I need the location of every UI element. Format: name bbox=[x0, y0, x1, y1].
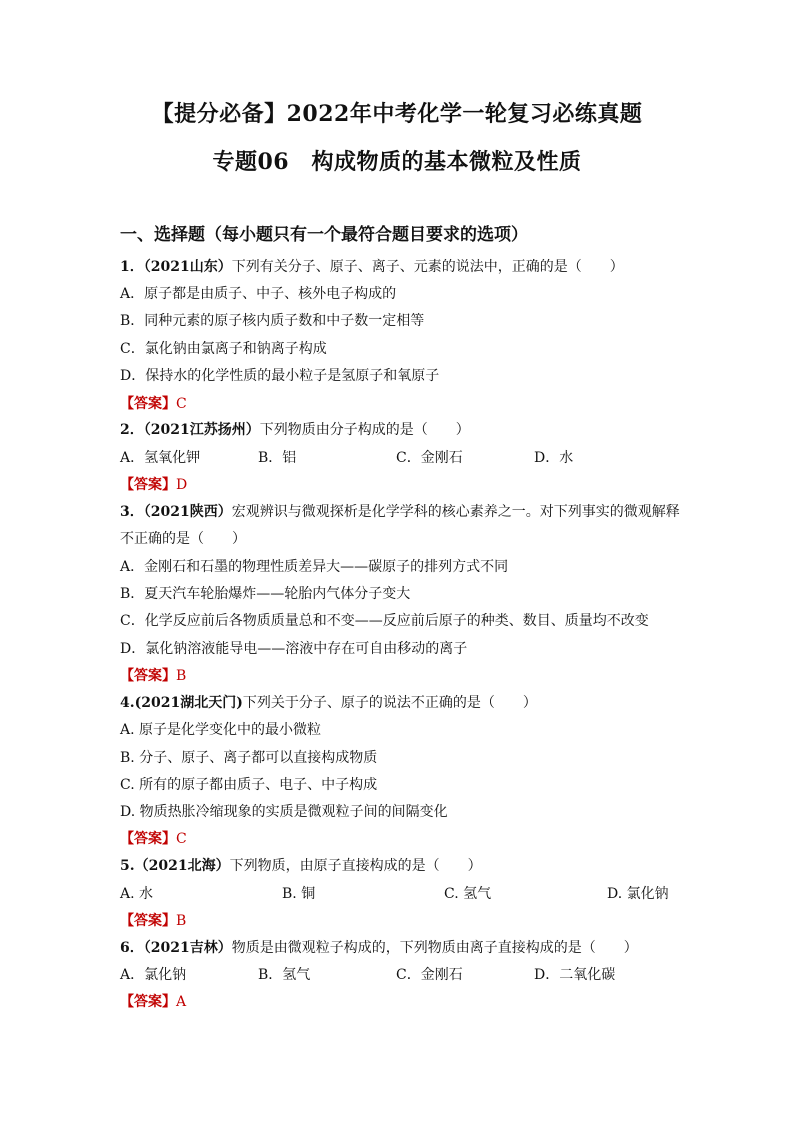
question-5-answer bbox=[120, 912, 186, 930]
answer-value: B bbox=[176, 668, 187, 684]
question-4-answer bbox=[120, 830, 187, 848]
question-4-option-b: B. 分子、原子、离子都可以直接构成物质 bbox=[120, 750, 378, 766]
question-3-answer bbox=[120, 667, 186, 685]
question-3-option-b: B．夏天汽车轮胎爆炸——轮胎内气体分子变大 bbox=[120, 586, 411, 602]
question-5-option-a: A. 水 bbox=[120, 886, 154, 902]
question-4-text: 下列关于分子、原子的说法不正确的是（ ） bbox=[242, 695, 537, 711]
answer-value: C bbox=[176, 831, 187, 847]
question-3-text: 宏观辨识与微观探析是化学学科的核心素养之一。对下列事实的微观解释 bbox=[231, 504, 680, 520]
answer-value: A bbox=[176, 994, 187, 1010]
question-1-option-b: B．同种元素的原子核内质子数和中子数一定相等 bbox=[120, 313, 425, 329]
question-4-source: (2021湖北天门) bbox=[134, 695, 243, 711]
question-3-option-a: A．金刚石和石墨的物理性质差异大——碳原子的排列方式不同 bbox=[120, 559, 509, 575]
question-4-option-a: A. 原子是化学变化中的最小微粒 bbox=[120, 722, 322, 738]
question-4-option-c: C. 所有的原子都由质子、电子、中子构成 bbox=[120, 777, 378, 793]
question-3-source: （2021陕西） bbox=[143, 504, 232, 520]
answer-value: B bbox=[176, 913, 187, 929]
question-2-option-b: B．铝 bbox=[258, 450, 297, 466]
question-5-text: 下列物质，由原子直接构成的是（ ） bbox=[229, 858, 482, 874]
question-6-number: 6． bbox=[120, 940, 144, 956]
document-title: 【提分必备】2022年中考化学一轮复习必练真题 bbox=[151, 101, 643, 127]
question-6-option-d: D．二氧化碳 bbox=[534, 967, 616, 983]
question-5-option-d: D. 氯化钠 bbox=[607, 886, 669, 902]
question-5-stem bbox=[120, 857, 482, 875]
question-1-text: 下列有关分子、原子、离子、元素的说法中，正确的是（ ） bbox=[231, 259, 624, 275]
question-1-number: 1． bbox=[120, 259, 144, 275]
question-6-source: （2021吉林） bbox=[143, 940, 232, 956]
question-2-text: 下列物质由分子构成的是（ ） bbox=[259, 422, 470, 438]
question-4-option-d: D. 物质热胀冷缩现象的实质是微观粒子间的间隔变化 bbox=[120, 804, 448, 820]
question-1-option-c: C．氯化钠由氯离子和钠离子构成 bbox=[120, 341, 327, 357]
question-2-option-a: A．氢氧化钾 bbox=[120, 450, 201, 466]
question-5-option-b: B. 铜 bbox=[282, 886, 316, 902]
question-3-stem-cont: 不正确的是（ ） bbox=[120, 531, 246, 547]
answer-label: 【答案】 bbox=[120, 477, 176, 493]
question-2-option-c: C．金刚石 bbox=[396, 450, 463, 466]
question-2-stem bbox=[120, 421, 470, 439]
answer-value: D bbox=[176, 477, 188, 493]
question-2-option-d: D．水 bbox=[534, 450, 574, 466]
section-title: 一、选择题（每小题只有一个最符合题目要求的选项） bbox=[120, 225, 528, 245]
question-6-text: 物质是由微观粒子构成的，下列物质由离子直接构成的是（ ） bbox=[231, 940, 638, 956]
question-2-number: 2． bbox=[120, 422, 144, 438]
question-4-stem bbox=[120, 694, 537, 712]
document-subtitle: 专题06 构成物质的基本微粒及性质 bbox=[212, 149, 582, 175]
question-6-answer bbox=[120, 993, 186, 1011]
question-6-option-b: B．氢气 bbox=[258, 967, 311, 983]
answer-label: 【答案】 bbox=[120, 994, 176, 1010]
question-1-option-a: A．原子都是由质子、中子、核外电子构成的 bbox=[120, 286, 397, 302]
question-1-stem bbox=[120, 258, 624, 276]
answer-label: 【答案】 bbox=[120, 913, 176, 929]
question-3-option-c: C．化学反应前后各物质质量总和不变——反应前后原子的种类、数目、质量均不改变 bbox=[120, 613, 649, 629]
question-5-number: 5. bbox=[120, 858, 135, 874]
question-3-option-d: D．氯化钠溶液能导电——溶液中存在可自由移动的离子 bbox=[120, 641, 468, 657]
question-3-number: 3． bbox=[120, 504, 144, 520]
question-3-stem bbox=[120, 503, 680, 521]
answer-label: 【答案】 bbox=[120, 831, 176, 847]
question-1-source: （2021山东） bbox=[143, 259, 232, 275]
question-2-answer bbox=[120, 476, 187, 494]
question-1-answer bbox=[120, 395, 187, 413]
answer-label: 【答案】 bbox=[120, 396, 176, 412]
question-5-source: （2021北海） bbox=[134, 858, 230, 874]
question-1-option-d: D．保持水的化学性质的最小粒子是氢原子和氧原子 bbox=[120, 368, 440, 384]
question-6-stem bbox=[120, 939, 638, 957]
answer-label: 【答案】 bbox=[120, 668, 176, 684]
question-5-option-c: C. 氢气 bbox=[444, 886, 492, 902]
answer-value: C bbox=[176, 396, 187, 412]
question-6-option-a: A．氯化钠 bbox=[120, 967, 187, 983]
question-2-source: （2021江苏扬州） bbox=[143, 422, 260, 438]
question-6-option-c: C．金刚石 bbox=[396, 967, 463, 983]
question-4-number: 4. bbox=[120, 695, 135, 711]
